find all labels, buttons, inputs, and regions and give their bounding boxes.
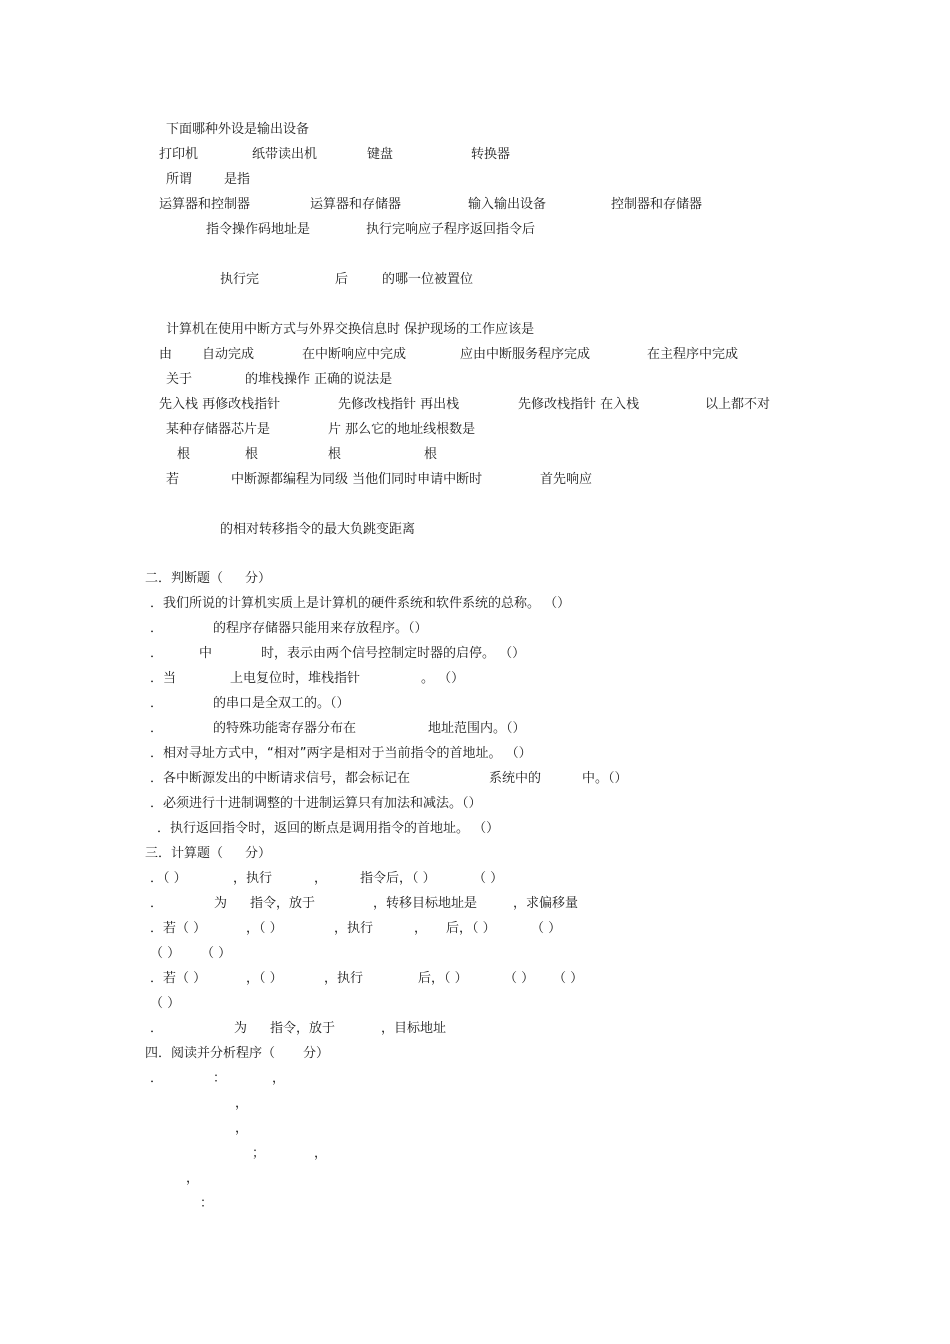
calc-item: 后，（ ）: [446, 921, 496, 936]
code-line: ，: [186, 1171, 200, 1186]
tf-item: ．: [150, 621, 164, 636]
option-text: 控制器和存储器: [611, 197, 703, 212]
tf-item: 地址范围内。（）: [428, 721, 526, 736]
tf-item: 。 （）: [421, 671, 465, 686]
section-heading: 三．计算题（: [145, 846, 224, 861]
code-line: ．: [150, 1071, 164, 1086]
option-text: 先修改栈指针 再出栈: [338, 397, 460, 412]
option-text: 键盘: [367, 147, 394, 162]
tf-item: ．各中断源发出的中断请求信号，都会标记在: [150, 771, 411, 786]
question-text: 后: [335, 272, 349, 287]
calc-item: ，目标地址: [381, 1021, 447, 1036]
question-text: 中断源都编程为同级 当他们同时申请中断时: [231, 472, 483, 487]
calc-item: ．: [150, 1021, 164, 1036]
tf-item: 的程序存储器只能用来存放程序。（）: [213, 621, 428, 636]
tf-item: 系统中的: [489, 771, 542, 786]
tf-item: ．: [150, 696, 164, 711]
calc-item: （ ）: [553, 971, 584, 986]
calc-item: 指令后，（ ）: [360, 871, 436, 886]
option-text: 转换器: [471, 147, 511, 162]
calc-item: ，: [314, 871, 328, 886]
option-text: 打印机: [159, 147, 199, 162]
option-text: 先修改栈指针 在入栈: [518, 397, 640, 412]
code-line: ，: [235, 1121, 249, 1136]
option-text: 纸带读出机: [252, 147, 318, 162]
question-text: 片 那么它的地址线根数是: [328, 422, 476, 437]
section-heading: 分）: [245, 571, 272, 586]
option-text: 根: [328, 447, 342, 462]
code-line: ，: [235, 1096, 249, 1111]
question-text: 下面哪种外设是输出设备: [166, 122, 310, 137]
calc-item: ，执行: [334, 921, 374, 936]
option-text: 根: [424, 447, 438, 462]
code-line: ；: [252, 1146, 266, 1161]
calc-item: ，: [414, 921, 428, 936]
tf-item: ．相对寻址方式中，“相对”两字是相对于当前指令的首地址。 （）: [150, 746, 532, 761]
calc-item: （ ）: [473, 871, 504, 886]
tf-item: 上电复位时，堆栈指针: [230, 671, 361, 686]
calc-item: 指令，放于: [250, 896, 316, 911]
option-text: 根: [177, 447, 191, 462]
option-text: 先入栈 再修改栈指针: [159, 397, 281, 412]
calc-item: ．若（ ）: [150, 921, 207, 936]
tf-item: ．当: [150, 671, 177, 686]
question-text: 的堆栈操作 正确的说法是: [245, 372, 393, 387]
option-text: 由: [159, 347, 173, 362]
calc-item: 后，（ ）: [418, 971, 468, 986]
tf-item: 中。（）: [582, 771, 628, 786]
tf-item: 的特殊功能寄存器分布在: [213, 721, 357, 736]
question-text: 指令操作码地址是: [206, 222, 311, 237]
tf-item: ．我们所说的计算机实质上是计算机的硬件系统和软件系统的总称。 （）: [150, 596, 571, 611]
calc-item: （ ）: [201, 946, 232, 961]
section-heading: 分）: [303, 1046, 330, 1061]
calc-item: ，（ ）: [246, 921, 283, 936]
code-line: ：: [213, 1071, 227, 1086]
tf-item: 的串口是全双工的。（）: [213, 696, 350, 711]
tf-item: ．必须进行十进制调整的十进制运算只有加法和减法。（）: [150, 796, 482, 811]
calc-item: ，（ ）: [246, 971, 283, 986]
option-text: 运算器和控制器: [159, 197, 251, 212]
section-heading: 四．阅读并分析程序（: [145, 1046, 276, 1061]
calc-item: ．若（ ）: [150, 971, 207, 986]
calc-item: ，执行: [233, 871, 273, 886]
calc-item: （ ）: [150, 946, 181, 961]
calc-item: （ ）: [504, 971, 535, 986]
option-text: 自动完成: [202, 347, 255, 362]
option-text: 在主程序中完成: [647, 347, 739, 362]
question-text: 执行完: [220, 272, 260, 287]
option-text: 在中断响应中完成: [302, 347, 407, 362]
tf-item: ．: [150, 721, 164, 736]
question-text: 所谓: [166, 172, 193, 187]
calc-item: ．（ ）: [150, 871, 187, 886]
tf-item: ．执行返回指令时，返回的断点是调用指令的首地址。 （）: [157, 821, 500, 836]
tf-item: 时，表示由两个信号控制定时器的启停。 （）: [261, 646, 526, 661]
calc-item: ．: [150, 896, 164, 911]
question-text: 某种存储器芯片是: [166, 422, 271, 437]
option-text: 应由中断服务程序完成: [460, 347, 591, 362]
question-text: 关于: [166, 372, 193, 387]
section-heading: 分）: [245, 846, 272, 861]
tf-item: 中: [199, 646, 213, 661]
code-line: ：: [200, 1196, 214, 1211]
question-text: 首先响应: [540, 472, 593, 487]
calc-item: ，转移目标地址是: [373, 896, 478, 911]
calc-item: ，求偏移量: [513, 896, 579, 911]
calc-item: 为: [214, 896, 228, 911]
code-line: ，: [272, 1071, 286, 1086]
tf-item: ．: [150, 646, 164, 661]
calc-item: （ ）: [531, 921, 562, 936]
calc-item: 指令，放于: [270, 1021, 336, 1036]
code-line: ，: [314, 1146, 328, 1161]
section-heading: 二．判断题（: [145, 571, 224, 586]
question-text: 执行完响应子程序返回指令后: [366, 222, 536, 237]
calc-item: 为: [234, 1021, 248, 1036]
option-text: 输入输出设备: [468, 197, 547, 212]
calc-item: （ ）: [150, 996, 181, 1011]
option-text: 运算器和存储器: [310, 197, 402, 212]
question-text: 的相对转移指令的最大负跳变距离: [220, 522, 416, 537]
calc-item: ，执行: [324, 971, 364, 986]
question-text: 的哪一位被置位: [382, 272, 474, 287]
option-text: 以上都不对: [705, 397, 771, 412]
question-text: 是指: [224, 172, 251, 187]
question-text: 计算机在使用中断方式与外界交换信息时 保护现场的工作应该是: [166, 322, 535, 337]
question-text: 若: [166, 472, 180, 487]
option-text: 根: [245, 447, 259, 462]
